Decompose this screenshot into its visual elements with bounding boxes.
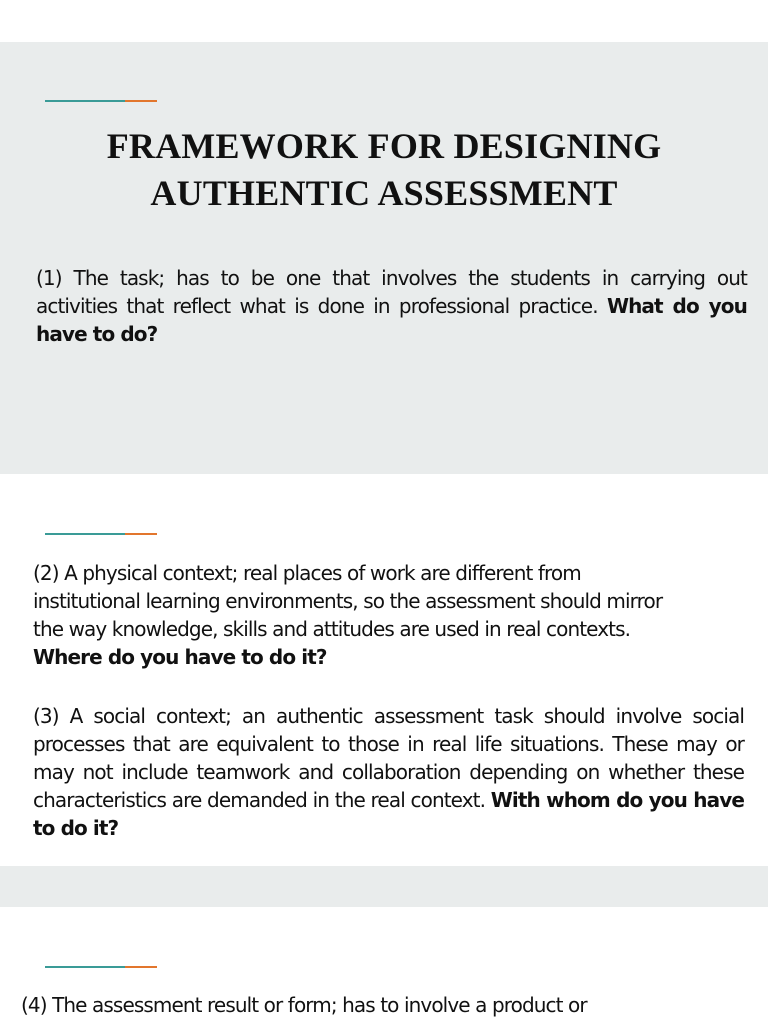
- paragraph-social-context-question: With whom do you have to do it?: [33, 788, 744, 840]
- title-line-2: AUTHENTIC ASSESSMENT: [150, 173, 618, 213]
- accent-rule: [45, 966, 157, 968]
- paragraph-physical-context: [33, 559, 693, 671]
- accent-rule-teal: [45, 533, 125, 535]
- paragraph-physical-context-body: (2) A physical context; real places of work are different from institutional learning environments, so the assessment should mirror the way knowledge, skills and attitudes are used in real contexts.: [33, 561, 663, 641]
- paragraph-task: [36, 264, 747, 348]
- accent-rule: [45, 100, 157, 102]
- paragraph-task-question: What do you have to do?: [36, 294, 747, 346]
- paragraph-social-context: [33, 702, 744, 842]
- accent-rule-orange: [125, 533, 157, 535]
- accent-rule: [45, 533, 157, 535]
- paragraph-physical-context-question: Where do you have to do it?: [33, 645, 327, 669]
- accent-rule-orange: [125, 100, 157, 102]
- accent-rule-orange: [125, 966, 157, 968]
- page-title: [40, 123, 728, 217]
- title-line-1: FRAMEWORK FOR DESIGNING: [106, 126, 662, 166]
- paragraph-assessment-result-body: (4) The assessment result or form; has to involve a product or: [21, 993, 587, 1017]
- section-band-divider: [0, 866, 768, 907]
- section-band-top: [0, 42, 768, 474]
- paragraph-task-body: (1) The task; has to be one that involves the students in carrying out activities that reflect what is done in professional practice.: [36, 266, 747, 318]
- paragraph-assessment-result: [21, 991, 735, 1019]
- paragraph-social-context-body: (3) A social context; an authentic assessment task should involve social processes that are equivalent to those in real life situations. These may or may not include teamwork and collaboration depending on whether these characteristics are demanded in the real context.: [33, 704, 744, 812]
- accent-rule-teal: [45, 100, 125, 102]
- accent-rule-teal: [45, 966, 125, 968]
